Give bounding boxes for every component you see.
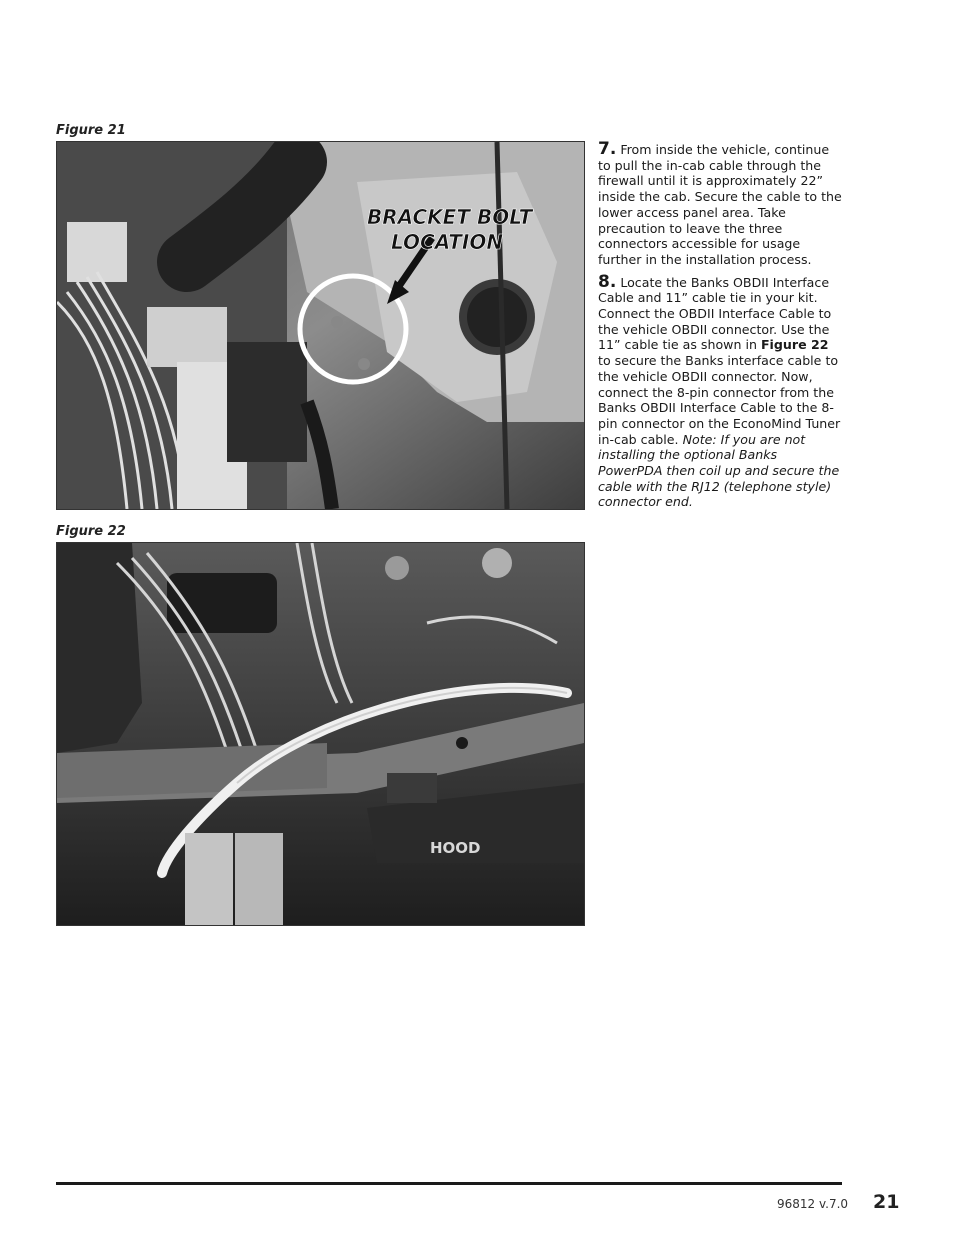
page-number: 21	[873, 1191, 900, 1213]
step-7-text: From inside the vehicle, continue to pull the in-cab cable through the firewall until it is approximately 22” inside the cab. Secure the cable to the lower access panel area. Take precaution to leave the three connectors accessible for usage further in the installation process.	[598, 142, 842, 267]
figure-22-reference: Figure 22	[760, 337, 829, 353]
step-8-text-continued: to secure the Banks interface cable to the vehicle OBDII connector. Now, connect the 8-pin connector from the Banks OBDII Interface Cable to the 8-pin connector on the EconoMind Tuner in-cab cable.	[598, 353, 841, 447]
hood-release-label: HOOD	[430, 839, 481, 857]
step-8-note: Note: If you are not installing the optional Banks PowerPDA then coil up and secure the cable with the RJ12 (telephone style) connector end.	[598, 431, 840, 510]
figure-21-photo	[56, 141, 585, 510]
engine-bay-bracket-image	[57, 142, 584, 509]
step-7-number: 7.	[598, 139, 617, 159]
bracket-bolt-callout-line1: BRACKET BOLT	[367, 205, 533, 229]
figure-22-caption: Figure 22	[56, 524, 126, 539]
step-7	[598, 139, 844, 268]
step-8-text: Locate the Banks OBDII Interface Cable and 11” cable tie in your kit. Connect the OBDII Interface Cable to the vehicle OBDII connector. Use the 11” cable tie as shown in	[598, 274, 832, 353]
step-8-number: 8.	[598, 271, 617, 292]
document-version: 96812 v.7.0	[777, 1197, 849, 1211]
figure-21-caption: Figure 21	[56, 123, 126, 138]
instruction-steps	[598, 139, 844, 517]
footer-rule	[56, 1182, 842, 1185]
obdii-connector-image	[57, 543, 584, 925]
figure-22-photo	[56, 542, 585, 926]
bracket-bolt-callout-line2: LOCATION	[391, 230, 504, 254]
step-8	[598, 271, 844, 511]
